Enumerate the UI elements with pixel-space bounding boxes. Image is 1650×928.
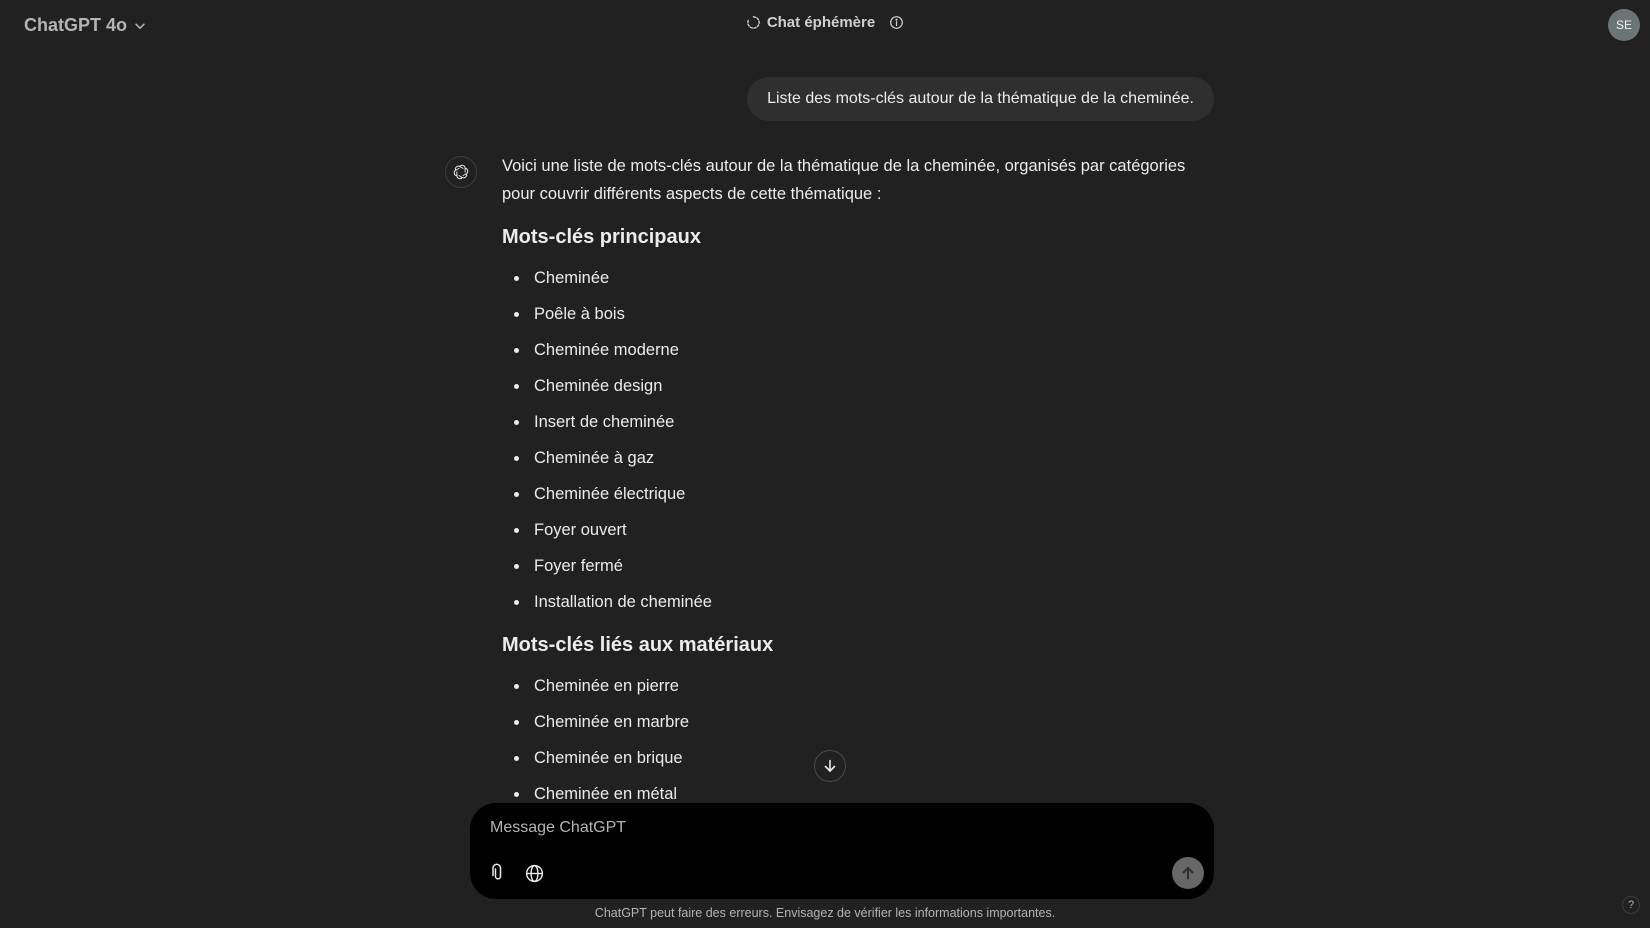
list-item: Cheminée <box>534 260 1202 296</box>
section-heading: Mots-clés liés aux matériaux <box>502 634 774 656</box>
list-item: Cheminée design <box>534 368 1202 404</box>
avatar[interactable] <box>1608 9 1640 41</box>
list-item: Foyer ouvert <box>534 512 1202 548</box>
keyword-list <box>502 668 1202 804</box>
openai-logo-icon <box>445 156 477 188</box>
attach-button[interactable] <box>484 859 512 887</box>
list-item: Cheminée en marbre <box>534 704 1202 740</box>
scroll-to-bottom-button[interactable] <box>814 750 846 782</box>
disclaimer-text: ChatGPT peut faire des erreurs. Envisagez de vérifier les informations importantes. <box>594 906 1056 920</box>
conversation-thread <box>0 52 1650 804</box>
list-item: Cheminée en pierre <box>534 668 1202 704</box>
list-item: Cheminée en brique <box>534 740 1202 776</box>
temporary-chat-indicator <box>0 14 1650 31</box>
list-item: Cheminée en métal <box>534 776 1202 804</box>
temporary-chat-icon <box>746 15 761 30</box>
help-button[interactable] <box>1622 896 1640 914</box>
arrow-up-icon <box>1180 865 1196 881</box>
help-label: ? <box>1627 899 1635 911</box>
message-composer <box>470 803 1214 899</box>
list-item: Cheminée électrique <box>534 476 1202 512</box>
web-search-button[interactable] <box>520 859 548 887</box>
list-item: Insert de cheminée <box>534 404 1202 440</box>
message-input[interactable] <box>488 813 1132 843</box>
avatar-initials: SE <box>1615 18 1632 32</box>
chat-mode-label: Chat éphémère <box>766 14 876 31</box>
section-heading: Mots-clés principaux <box>502 226 701 248</box>
list-item: Poêle à bois <box>534 296 1202 332</box>
send-button[interactable] <box>1172 857 1204 889</box>
list-item: Cheminée moderne <box>534 332 1202 368</box>
user-message-bubble: Liste des mots-clés autour de la thématique de la cheminée. <box>747 77 1214 121</box>
top-bar <box>0 0 1650 52</box>
paperclip-icon <box>488 863 508 883</box>
info-icon[interactable] <box>889 15 904 30</box>
list-item: Cheminée à gaz <box>534 440 1202 476</box>
model-label: ChatGPT 4o <box>24 14 128 35</box>
assistant-intro: Voici une liste de mots-clés autour de la thématique de la cheminée, organisés par catégories pour couvrir différents aspects de cette thématique : <box>502 157 1186 203</box>
list-item: Foyer fermé <box>534 548 1202 584</box>
assistant-message <box>502 152 1202 804</box>
globe-icon <box>524 863 545 884</box>
arrow-down-icon <box>822 758 838 774</box>
keyword-list <box>502 260 1202 620</box>
list-item: Installation de cheminée <box>534 584 1202 620</box>
